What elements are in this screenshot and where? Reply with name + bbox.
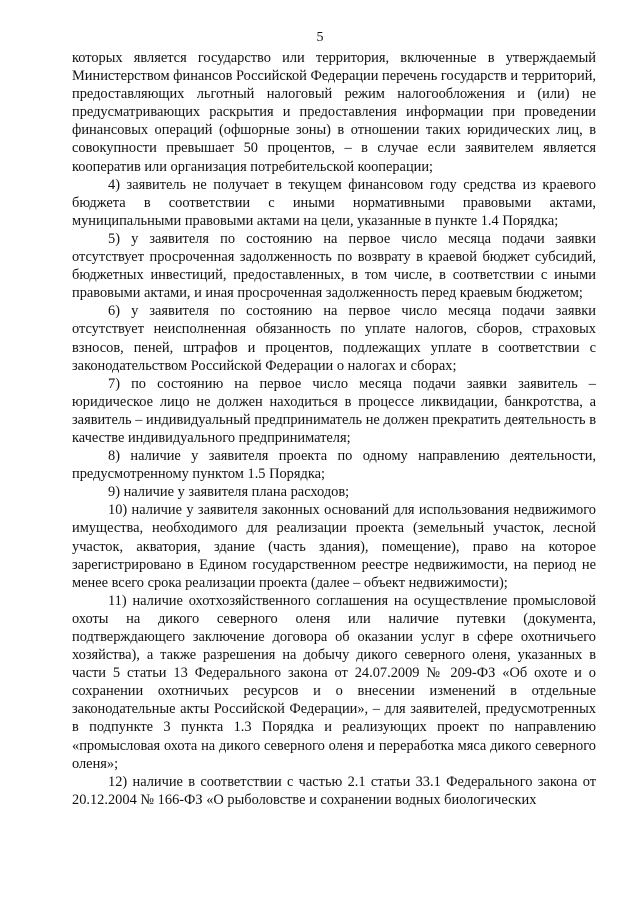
list-item-10: 10) наличие у заявителя законных оснований для использования недвижимого имущества, необходимого для реализации проекта (земельный участок, лесной участок, акватория, здание (часть здания), помещение), право на которое зарегистрировано в Едином государственном реестре недвижимости, на период не менее всего срока реализации проекта (далее – объект недвижимости);	[72, 502, 596, 591]
page-number: 5	[316, 30, 324, 45]
paragraph-continuation: которых является государство или территория, включенные в утверждаемый Министерством финансов Российской Федерации перечень государств и территорий, предоставляющих льготный налоговый режим налогообложения и (или) не предусматривающих раскрытия и предоставления информации при проведении финансовых операций (офшорные зоны) в отношении таких юридических лиц, в совокупности превышает 50 процентов, – в случае если заявителем является кооператив или организация потребительской кооперации;	[72, 50, 596, 175]
list-item-6: 6) у заявителя по состоянию на первое число месяца подачи заявки отсутствует неисполненная обязанность по уплате налогов, сборов, страховых взносов, пеней, штрафов и процентов, подлежащих уплате в соответствии с законодательством Российской Федерации о налогах и сборах;	[72, 303, 596, 374]
document-body	[72, 49, 596, 809]
list-item-8: 8) наличие у заявителя проекта по одному направлению деятельности, предусмотренному пунктом 1.5 Порядка;	[72, 448, 596, 483]
list-item-11: 11) наличие охотхозяйственного соглашения на осуществление промысловой охоты на дикого северного оленя или наличие путевки (документа, подтверждающего заключение договора об оказании услуг в сфере охотничьего хозяйства), а также разрешения на добычу дикого северного оленя, указанных в части 5 статьи 13 Федерального закона от 24.07.2009 № 209-ФЗ «Об охоте и о сохранении охотничьих ресурсов и о внесении изменений в отдельные законодательные акты Российской Федерации», – для заявителей, предусмотренных в подпункте 3 пункта 1.3 Порядка и реализующих проект по направлению «промысловая охота на дикого северного оленя и переработка мяса дикого северного оленя»;	[72, 592, 596, 772]
list-item-12: 12) наличие в соответствии с частью 2.1 статьи 33.1 Федерального закона от 20.12.2004 № 166-ФЗ «О рыболовстве и сохранении водных биологических	[72, 773, 596, 808]
list-item-5: 5) у заявителя по состоянию на первое число месяца подачи заявки отсутствует просроченная задолженность по возврату в краевой бюджет субсидий, бюджетных инвестиций, предоставленных, в том числе, в соответствии с иными правовыми актами, и иная просроченная задолженность перед краевым бюджетом;	[72, 230, 596, 302]
list-item-9: 9) наличие у заявителя плана расходов;	[108, 484, 350, 501]
list-item-7: 7) по состоянию на первое число месяца подачи заявки заявитель – юридическое лицо не должен находиться в процессе ликвидации, банкротства, а заявитель – индивидуальный предприниматель не должен прекратить деятельность в качестве индивидуального предпринимателя;	[72, 375, 596, 446]
list-item-4: 4) заявитель не получает в текущем финансовом году средства из краевого бюджета в соответствии с иными нормативными правовыми актами, муниципальными правовыми актами на цели, указанные в пункте 1.4 Порядка;	[72, 176, 596, 229]
